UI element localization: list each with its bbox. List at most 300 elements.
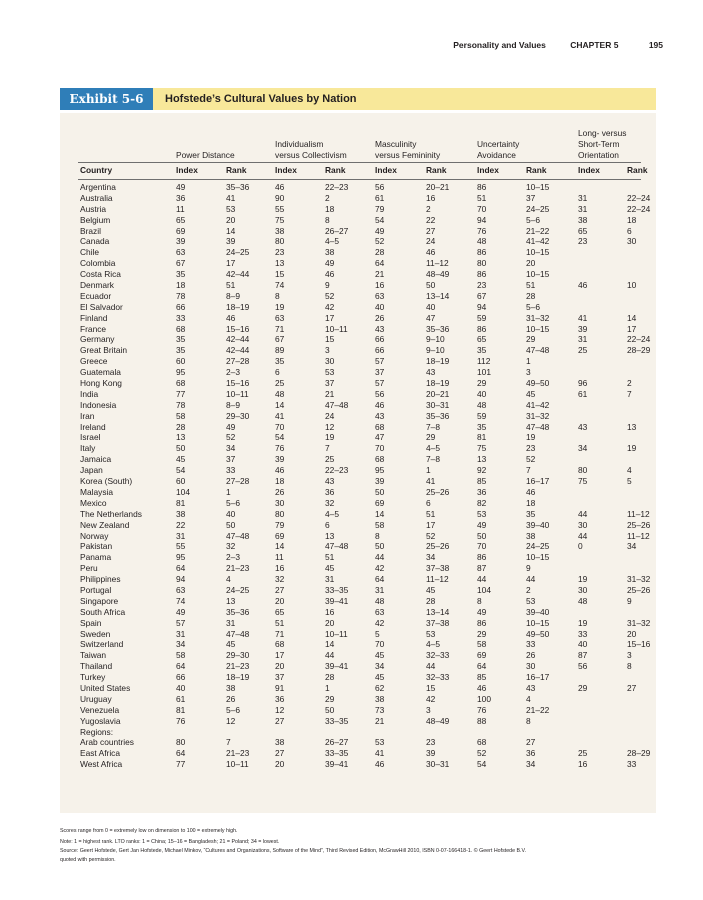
value-cell: 63 <box>375 290 385 301</box>
value-cell: 33 <box>226 465 236 476</box>
value-cell: 29 <box>477 628 487 639</box>
value-cell: 45 <box>325 563 335 574</box>
value-cell: 52 <box>526 454 536 465</box>
value-cell: 23 <box>578 236 588 247</box>
value-cell: 36 <box>526 748 536 759</box>
value-cell: 95 <box>375 465 385 476</box>
value-cell: 37 <box>375 367 385 378</box>
value-cell: 30 <box>627 236 637 247</box>
value-cell: 41 <box>275 410 285 421</box>
value-cell: 20 <box>526 258 536 269</box>
value-cell: 48–49 <box>426 715 450 726</box>
value-cell: 75 <box>275 214 285 225</box>
value-cell: 35 <box>275 356 285 367</box>
header-rule-bottom <box>78 179 641 180</box>
value-cell: 58 <box>375 519 385 530</box>
value-cell: 86 <box>477 552 487 563</box>
value-cell: 40 <box>477 388 487 399</box>
value-cell: 57 <box>375 356 385 367</box>
value-cell: 9 <box>627 595 632 606</box>
country-cell: Iran <box>80 410 95 421</box>
value-cell: 71 <box>275 323 285 334</box>
value-cell: 52 <box>426 530 436 541</box>
value-cell: 68 <box>275 639 285 650</box>
value-cell: 10–11 <box>226 759 249 770</box>
value-cell: 47 <box>375 432 385 443</box>
value-cell: 1 <box>426 465 431 476</box>
value-cell: 22–23 <box>325 465 349 476</box>
col-header-lto-rank: Rank <box>627 165 648 175</box>
value-cell: 70 <box>375 639 385 650</box>
country-cell: Finland <box>80 312 108 323</box>
value-cell: 16 <box>275 563 285 574</box>
value-cell: 44 <box>325 650 335 661</box>
value-cell: 30–31 <box>426 399 450 410</box>
value-cell: 8–9 <box>226 399 240 410</box>
value-cell: 3 <box>526 367 531 378</box>
value-cell: 26 <box>275 486 285 497</box>
value-cell: 56 <box>375 388 385 399</box>
running-head-title: Personality and Values <box>453 40 546 50</box>
value-cell: 70 <box>275 421 285 432</box>
value-cell: 64 <box>176 748 186 759</box>
value-cell: 78 <box>176 399 186 410</box>
value-cell: 25–26 <box>627 519 651 530</box>
value-cell: 8 <box>275 290 280 301</box>
value-cell: 45 <box>375 672 385 683</box>
header-line: Power Distance <box>176 150 235 160</box>
value-cell: 27 <box>426 225 436 236</box>
value-cell: 53 <box>526 595 536 606</box>
value-cell: 22–24 <box>627 334 651 345</box>
value-cell: 65 <box>578 225 588 236</box>
value-cell: 31 <box>176 530 186 541</box>
value-cell: 11 <box>176 203 185 214</box>
table-row <box>60 531 656 542</box>
value-cell: 13 <box>477 454 487 465</box>
header-line: Avoidance <box>477 150 516 160</box>
value-cell: 21 <box>375 269 385 280</box>
country-cell: Switzerland <box>80 639 124 650</box>
value-cell: 81 <box>176 497 186 508</box>
value-cell: 40 <box>578 639 588 650</box>
note-permission: quoted with permission. <box>60 857 116 863</box>
table-row <box>60 193 656 204</box>
table-row <box>60 476 656 487</box>
value-cell: 33–35 <box>325 584 349 595</box>
value-cell: 39 <box>226 236 236 247</box>
value-cell: 13 <box>325 530 335 541</box>
value-cell: 80 <box>477 258 487 269</box>
value-cell: 29 <box>578 682 588 693</box>
country-cell: Korea (South) <box>80 476 133 487</box>
country-cell: France <box>80 323 107 334</box>
value-cell: 76 <box>477 704 487 715</box>
country-cell: Pakistan <box>80 541 113 552</box>
value-cell: 81 <box>176 704 186 715</box>
value-cell: 18–19 <box>226 672 250 683</box>
table-row <box>60 411 656 422</box>
value-cell: 73 <box>375 704 385 715</box>
value-cell: 25–26 <box>627 584 651 595</box>
value-cell: 44 <box>426 661 436 672</box>
value-cell: 2–3 <box>226 552 240 563</box>
value-cell: 19 <box>275 301 285 312</box>
value-cell: 22 <box>176 519 186 530</box>
col-header-pd-index: Index <box>176 165 198 175</box>
value-cell: 38 <box>375 693 385 704</box>
country-cell: East Africa <box>80 748 121 759</box>
value-cell: 12 <box>325 421 335 432</box>
value-cell: 34 <box>375 661 385 672</box>
value-cell: 86 <box>477 247 487 258</box>
value-cell: 14 <box>226 225 236 236</box>
value-cell: 8–9 <box>226 290 240 301</box>
value-cell: 52 <box>325 290 335 301</box>
value-cell: 71 <box>275 628 285 639</box>
value-cell: 10–15 <box>526 323 550 334</box>
value-cell: 22–23 <box>325 182 349 192</box>
value-cell: 42 <box>426 693 436 704</box>
value-cell: 31–32 <box>627 574 651 585</box>
country-cell: Great Britain <box>80 345 128 356</box>
value-cell: 49 <box>375 225 385 236</box>
value-cell: 31–32 <box>526 410 550 421</box>
value-cell: 53 <box>325 367 335 378</box>
value-cell: 75 <box>578 476 588 487</box>
value-cell: 30 <box>578 519 588 530</box>
header-line: Short-Term <box>578 139 620 149</box>
value-cell: 10–15 <box>526 552 550 563</box>
value-cell: 61 <box>578 388 588 399</box>
value-cell: 92 <box>477 465 487 476</box>
country-cell: Canada <box>80 236 110 247</box>
value-cell: 80 <box>275 508 285 519</box>
table-row <box>60 618 656 629</box>
table-row <box>60 694 656 705</box>
country-cell: Greece <box>80 356 108 367</box>
value-cell: 18 <box>275 476 285 487</box>
value-cell: 39 <box>375 476 385 487</box>
table-row <box>60 324 656 335</box>
value-cell: 40 <box>176 682 186 693</box>
table-row <box>60 182 656 193</box>
table-row <box>60 498 656 509</box>
value-cell: 67 <box>176 258 186 269</box>
value-cell: 42 <box>375 563 385 574</box>
value-cell: 4–5 <box>325 236 339 247</box>
table-row <box>60 748 656 759</box>
country-cell: United States <box>80 682 131 693</box>
value-cell: 30–31 <box>426 759 450 770</box>
value-cell: 5 <box>627 476 632 487</box>
country-cell: Chile <box>80 247 100 258</box>
value-cell: 48 <box>477 399 487 410</box>
value-cell: 3 <box>627 650 632 661</box>
value-cell: 11–12 <box>627 508 650 519</box>
table-row <box>60 585 656 596</box>
value-cell: 24–25 <box>226 247 250 258</box>
value-cell: 37–38 <box>426 563 450 574</box>
value-cell: 22 <box>426 214 436 225</box>
value-cell: 77 <box>176 388 186 399</box>
value-cell: 95 <box>176 552 186 563</box>
country-cell: Indonesia <box>80 399 117 410</box>
value-cell: 36 <box>275 693 285 704</box>
country-cell: Jamaica <box>80 454 112 465</box>
value-cell: 16 <box>325 606 335 617</box>
value-cell: 48 <box>578 595 588 606</box>
value-cell: 96 <box>578 378 588 389</box>
exhibit-title: Hofstede’s Cultural Values by Nation <box>165 93 357 105</box>
header-line: Orientation <box>578 150 619 160</box>
value-cell: 15–16 <box>627 639 651 650</box>
value-cell: 11–12 <box>426 574 449 585</box>
table-row <box>60 291 656 302</box>
value-cell: 14 <box>275 399 285 410</box>
value-cell: 7 <box>226 737 231 748</box>
value-cell: 14 <box>627 312 637 323</box>
table-row <box>60 541 656 552</box>
value-cell: 33 <box>176 312 186 323</box>
country-cell: Taiwan <box>80 650 107 661</box>
value-cell: 26 <box>226 693 236 704</box>
value-cell: 9 <box>526 563 531 574</box>
value-cell: 34 <box>426 552 436 563</box>
col-header-idv-rank: Rank <box>325 165 346 175</box>
value-cell: 40 <box>226 508 236 519</box>
value-cell: 35 <box>176 269 186 280</box>
value-cell: 32–33 <box>426 650 450 661</box>
value-cell: 10–15 <box>526 617 550 628</box>
value-cell: 82 <box>477 497 487 508</box>
value-cell: 53 <box>226 203 236 214</box>
value-cell: 22–24 <box>627 192 651 203</box>
value-cell: 27 <box>275 748 285 759</box>
value-cell: 54 <box>477 759 487 770</box>
value-cell: 49 <box>226 421 236 432</box>
value-cell: 43 <box>426 367 436 378</box>
value-cell: 42 <box>375 617 385 628</box>
value-cell: 19 <box>578 617 588 628</box>
value-cell: 7 <box>627 388 632 399</box>
value-cell: 88 <box>477 715 487 726</box>
value-cell: 21–23 <box>226 563 250 574</box>
country-cell: Ireland <box>80 421 106 432</box>
col-header-mas-rank: Rank <box>426 165 447 175</box>
page-number: 195 <box>648 40 663 50</box>
value-cell: 35 <box>526 508 536 519</box>
value-cell: 94 <box>477 214 487 225</box>
value-cell: 13–14 <box>426 606 450 617</box>
value-cell: 17 <box>275 650 285 661</box>
country-cell: Panama <box>80 552 112 563</box>
value-cell: 70 <box>477 203 487 214</box>
value-cell: 22–24 <box>627 203 651 214</box>
value-cell: 17 <box>627 323 637 334</box>
value-cell: 95 <box>176 367 186 378</box>
value-cell: 3 <box>426 704 431 715</box>
country-cell: Norway <box>80 530 109 541</box>
value-cell: 38 <box>275 737 285 748</box>
value-cell: 35–36 <box>426 323 450 334</box>
col-header-uai-index: Index <box>477 165 499 175</box>
value-cell: 74 <box>176 595 186 606</box>
value-cell: 18–19 <box>426 378 450 389</box>
value-cell: 35–36 <box>426 410 450 421</box>
value-cell: 49–50 <box>526 378 550 389</box>
country-cell: Brazil <box>80 225 101 236</box>
value-cell: 19 <box>526 432 536 443</box>
value-cell: 30 <box>325 356 335 367</box>
table-row <box>60 226 656 237</box>
value-cell: 16 <box>375 280 385 291</box>
value-cell: 44 <box>477 574 487 585</box>
value-cell: 29–30 <box>226 650 250 661</box>
value-cell: 9–10 <box>426 334 445 345</box>
header-masculinity <box>375 139 440 161</box>
value-cell: 38 <box>226 682 236 693</box>
value-cell: 19 <box>578 574 588 585</box>
value-cell: 28–29 <box>627 748 651 759</box>
value-cell: 6 <box>275 367 280 378</box>
value-cell: 65 <box>176 214 186 225</box>
table-row <box>60 759 656 770</box>
value-cell: 41 <box>375 748 385 759</box>
value-cell: 15 <box>275 269 285 280</box>
country-cell: Hong Kong <box>80 378 122 389</box>
value-cell: 46 <box>578 280 588 291</box>
value-cell: 21 <box>325 388 335 399</box>
value-cell: 54 <box>375 214 385 225</box>
table-row <box>60 204 656 215</box>
value-cell: 47–48 <box>226 530 250 541</box>
value-cell: 69 <box>375 497 385 508</box>
value-cell: 31 <box>176 628 186 639</box>
value-cell: 37 <box>526 192 536 203</box>
value-cell: 31–32 <box>526 312 550 323</box>
value-cell: 39–41 <box>325 759 349 770</box>
value-cell: 85 <box>477 672 487 683</box>
value-cell: 24–25 <box>526 541 550 552</box>
value-cell: 31 <box>325 574 335 585</box>
table-row <box>60 629 656 640</box>
country-cell: Argentina <box>80 182 116 192</box>
value-cell: 39–41 <box>325 595 349 606</box>
value-cell: 39 <box>578 323 588 334</box>
value-cell: 2 <box>526 584 531 595</box>
value-cell: 46 <box>526 486 536 497</box>
value-cell: 2–3 <box>226 367 240 378</box>
table-row <box>60 487 656 498</box>
value-cell: 43 <box>526 682 536 693</box>
value-cell: 46 <box>426 247 436 258</box>
value-cell: 66 <box>176 301 186 312</box>
value-cell: 7–8 <box>426 421 440 432</box>
col-header-uai-rank: Rank <box>526 165 547 175</box>
value-cell: 53 <box>477 508 487 519</box>
value-cell: 60 <box>176 356 186 367</box>
value-cell: 18 <box>176 280 186 291</box>
value-cell: 13 <box>226 595 236 606</box>
header-line: Long- versus <box>578 128 627 138</box>
country-cell: Malaysia <box>80 486 114 497</box>
value-cell: 31 <box>578 203 588 214</box>
value-cell: 11–12 <box>627 530 650 541</box>
value-cell: 40 <box>375 301 385 312</box>
value-cell: 6 <box>325 519 330 530</box>
value-cell: 49 <box>176 182 186 192</box>
value-cell: 36 <box>325 486 335 497</box>
value-cell: 46 <box>226 312 236 323</box>
value-cell: 76 <box>275 443 285 454</box>
value-cell: 10–15 <box>526 269 550 280</box>
country-cell: Colombia <box>80 258 116 269</box>
value-cell: 68 <box>375 421 385 432</box>
value-cell: 51 <box>477 192 487 203</box>
value-cell: 21–23 <box>226 661 250 672</box>
country-cell: South Africa <box>80 606 126 617</box>
col-header-idv-index: Index <box>275 165 297 175</box>
value-cell: 32 <box>325 497 335 508</box>
table-row <box>60 737 656 748</box>
value-cell: 58 <box>477 639 487 650</box>
table-row <box>60 639 656 650</box>
value-cell: 24–25 <box>226 584 250 595</box>
running-head-chapter: CHAPTER 5 <box>570 40 619 50</box>
value-cell: 86 <box>477 617 487 628</box>
value-cell: 29 <box>426 432 436 443</box>
col-header-pd-rank: Rank <box>226 165 247 175</box>
value-cell: 68 <box>375 454 385 465</box>
table-row <box>60 302 656 313</box>
value-cell: 14 <box>375 508 385 519</box>
value-cell: 56 <box>375 182 385 192</box>
value-cell: 26–27 <box>325 737 349 748</box>
table-row <box>60 520 656 531</box>
value-cell: 34 <box>226 443 236 454</box>
value-cell: 29 <box>325 693 335 704</box>
value-cell: 34 <box>578 443 588 454</box>
value-cell: 64 <box>477 661 487 672</box>
note-scores: Scores range from 0 = extremely low on dimension to 100 = extremely high. <box>60 828 238 834</box>
value-cell: 10 <box>627 280 637 291</box>
value-cell: 37–38 <box>426 617 450 628</box>
value-cell: 69 <box>477 650 487 661</box>
country-cell: Denmark <box>80 280 114 291</box>
value-cell: 66 <box>375 345 385 356</box>
value-cell: 39–41 <box>325 661 349 672</box>
value-cell: 27 <box>275 584 285 595</box>
value-cell: 17 <box>426 519 436 530</box>
value-cell: 10–11 <box>226 388 249 399</box>
value-cell: 20–21 <box>426 182 450 192</box>
value-cell: 32 <box>226 541 236 552</box>
value-cell: 65 <box>275 606 285 617</box>
value-cell: 63 <box>176 584 186 595</box>
value-cell: 86 <box>477 323 487 334</box>
value-cell: 45 <box>426 584 436 595</box>
value-cell: 37 <box>325 378 335 389</box>
value-cell: 33–35 <box>325 748 349 759</box>
value-cell: 41 <box>426 476 436 487</box>
value-cell: 10–11 <box>325 628 348 639</box>
value-cell: 7 <box>325 443 330 454</box>
value-cell: 15–16 <box>226 378 250 389</box>
value-cell: 14 <box>275 541 285 552</box>
table-row <box>60 345 656 356</box>
value-cell: 69 <box>275 530 285 541</box>
